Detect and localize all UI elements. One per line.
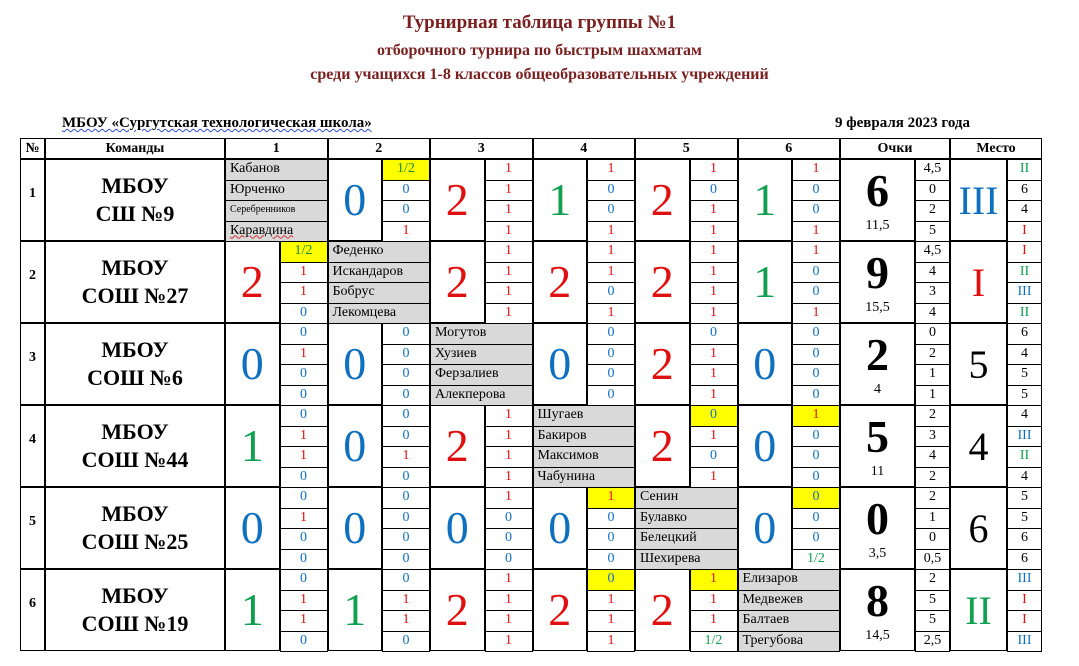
board-result: 1 xyxy=(382,590,430,612)
board-rank: 4 xyxy=(1007,344,1042,366)
board-rank: 5 xyxy=(1007,487,1042,509)
board-rank: I xyxy=(1007,610,1042,632)
school-name: МБОУ «Сургутская технологическая школа» xyxy=(62,115,372,131)
board-result: 0 xyxy=(382,180,430,202)
team-points xyxy=(840,405,915,487)
board-result: 1 xyxy=(690,344,738,366)
board-result: 1 xyxy=(280,610,328,632)
header-2: 1 xyxy=(225,138,328,159)
board-result: 0 xyxy=(792,385,840,407)
board-result: 0 xyxy=(382,467,430,489)
board-result: 1 xyxy=(280,262,328,284)
player-name: Шехирева xyxy=(635,549,738,571)
board-rank: I xyxy=(1007,590,1042,612)
board-result: 0 xyxy=(587,385,635,407)
board-result: 0 xyxy=(792,446,840,468)
board-result: 1 xyxy=(690,590,738,612)
board-rank: 6 xyxy=(1007,180,1042,202)
board-result: 0 xyxy=(280,323,328,345)
player-name: Феденко xyxy=(328,241,431,263)
board-result: 0 xyxy=(382,344,430,366)
player-name: Кабанов xyxy=(225,159,328,181)
board-result: 0 xyxy=(382,508,430,530)
board-points: 2 xyxy=(915,200,950,222)
board-result: 0 xyxy=(280,549,328,571)
board-result: 1 xyxy=(690,610,738,632)
board-result: 0 xyxy=(792,426,840,448)
board-result: 1 xyxy=(382,446,430,468)
match-score: 1 xyxy=(343,584,367,635)
date: 9 февраля 2023 года xyxy=(835,115,970,131)
team-number: 1 xyxy=(20,159,45,241)
board-result: 0 xyxy=(280,364,328,386)
board-result: 1 xyxy=(485,446,533,468)
board-result: 0 xyxy=(792,323,840,345)
team-name xyxy=(45,405,225,487)
board-result: 1 xyxy=(485,241,533,263)
board-result: 0 xyxy=(280,487,328,509)
player-name: Шугаев xyxy=(533,405,636,427)
board-points: 5 xyxy=(915,610,950,632)
board-result: 0 xyxy=(280,631,328,653)
match-score: 0 xyxy=(240,502,264,553)
board-rank: 5 xyxy=(1007,385,1042,407)
board-result: 1 xyxy=(690,467,738,489)
team-name xyxy=(45,241,225,323)
board-result: 1 xyxy=(690,282,738,304)
board-result: 1 xyxy=(690,241,738,263)
team-place: 4 xyxy=(950,405,1007,487)
board-result: 1/2 xyxy=(382,159,430,181)
team-name xyxy=(45,159,225,241)
board-result: 1 xyxy=(587,610,635,632)
match-score: 0 xyxy=(240,338,264,389)
board-result: 1 xyxy=(690,159,738,181)
points-total: 0 xyxy=(866,493,889,544)
player-name: Елизаров xyxy=(738,569,841,591)
team-name-line2: СОШ №6 xyxy=(87,365,183,390)
points-sum: 15,5 xyxy=(865,300,890,315)
board-result: 1 xyxy=(690,200,738,222)
header-9: Место xyxy=(950,138,1042,159)
board-result: 0 xyxy=(587,282,635,304)
board-rank: 6 xyxy=(1007,528,1042,550)
header-7: 6 xyxy=(738,138,841,159)
board-result: 0 xyxy=(382,385,430,407)
board-result: 0 xyxy=(485,528,533,550)
board-result: 1 xyxy=(792,159,840,181)
board-rank: III xyxy=(1007,282,1042,304)
board-points: 3 xyxy=(915,282,950,304)
team-name-line2: СОШ №44 xyxy=(81,447,189,472)
header-6: 5 xyxy=(635,138,738,159)
board-points: 2 xyxy=(915,405,950,427)
player-name: Бакиров xyxy=(533,426,636,448)
player-name: Чабунина xyxy=(533,467,636,489)
board-rank: 4 xyxy=(1007,200,1042,222)
board-rank: II xyxy=(1007,303,1042,325)
match-score: 0 xyxy=(343,502,367,553)
board-result: 1 xyxy=(485,590,533,612)
points-total: 2 xyxy=(866,329,889,380)
board-result: 1 xyxy=(485,282,533,304)
team-points xyxy=(840,241,915,323)
match-score: 2 xyxy=(445,174,469,225)
board-result: 0 xyxy=(792,528,840,550)
board-result: 0 xyxy=(792,200,840,222)
board-result: 1 xyxy=(587,303,635,325)
header-4: 3 xyxy=(430,138,533,159)
board-result: 0 xyxy=(280,467,328,489)
board-result: 1/2 xyxy=(280,241,328,263)
player-name: Юрченко xyxy=(225,180,328,202)
board-points: 1 xyxy=(915,508,950,530)
board-result: 1 xyxy=(587,262,635,284)
board-result: 1 xyxy=(280,426,328,448)
player-name: Бобрус xyxy=(328,282,431,304)
board-points: 2 xyxy=(915,569,950,591)
board-result: 0 xyxy=(587,528,635,550)
board-rank: II xyxy=(1007,262,1042,284)
points-sum: 3,5 xyxy=(868,546,887,561)
board-result: 0 xyxy=(280,385,328,407)
board-result: 0 xyxy=(485,549,533,571)
player-name: Трегубова xyxy=(738,631,841,653)
board-result: 1 xyxy=(280,344,328,366)
team-number: 5 xyxy=(20,487,45,569)
board-result: 1 xyxy=(485,159,533,181)
board-rank: 4 xyxy=(1007,467,1042,489)
board-result: 1 xyxy=(280,282,328,304)
board-points: 1 xyxy=(915,364,950,386)
board-result: 0 xyxy=(587,508,635,530)
board-points: 4,5 xyxy=(915,241,950,263)
board-result: 0 xyxy=(587,569,635,591)
match-score: 1 xyxy=(548,174,572,225)
match-score: 0 xyxy=(445,502,469,553)
team-name-line1: МБОУ xyxy=(101,583,169,608)
board-result: 1 xyxy=(280,446,328,468)
match-score: 0 xyxy=(548,338,572,389)
board-result: 0 xyxy=(792,508,840,530)
match-score: 2 xyxy=(650,420,674,471)
match-score: 2 xyxy=(445,420,469,471)
points-sum: 4 xyxy=(874,382,881,397)
player-name: Каравдина xyxy=(225,221,328,243)
page-title: Турнирная таблица группы №1 xyxy=(402,12,677,33)
board-result: 0 xyxy=(792,180,840,202)
board-result: 1 xyxy=(690,364,738,386)
player-name: Лекомцева xyxy=(328,303,431,325)
points-total: 8 xyxy=(866,575,889,626)
board-rank: 6 xyxy=(1007,549,1042,571)
board-result: 1 xyxy=(485,221,533,243)
board-result: 1 xyxy=(690,303,738,325)
board-result: 1 xyxy=(485,610,533,632)
header-3: 2 xyxy=(328,138,431,159)
board-points: 2 xyxy=(915,344,950,366)
match-score: 1 xyxy=(240,420,264,471)
board-rank: 6 xyxy=(1007,323,1042,345)
board-result: 0 xyxy=(485,508,533,530)
board-points: 4,5 xyxy=(915,159,950,181)
team-number: 4 xyxy=(20,405,45,487)
board-result: 1 xyxy=(485,426,533,448)
team-number: 2 xyxy=(20,241,45,323)
board-result: 0 xyxy=(382,323,430,345)
player-name: Сенин xyxy=(635,487,738,509)
board-result: 1 xyxy=(792,405,840,427)
board-result: 0 xyxy=(792,344,840,366)
board-result: 0 xyxy=(280,405,328,427)
match-score: 0 xyxy=(753,420,777,471)
board-points: 2 xyxy=(915,467,950,489)
header-5: 4 xyxy=(533,138,636,159)
points-total: 9 xyxy=(866,247,889,298)
player-name: Медвежев xyxy=(738,590,841,612)
match-score: 2 xyxy=(548,256,572,307)
board-result: 1 xyxy=(382,610,430,632)
match-score: 1 xyxy=(753,256,777,307)
match-score: 2 xyxy=(650,338,674,389)
team-name-line2: СШ №9 xyxy=(95,201,175,226)
board-result: 0 xyxy=(382,364,430,386)
board-result: 1 xyxy=(587,159,635,181)
board-result: 0 xyxy=(587,180,635,202)
board-result: 1 xyxy=(690,385,738,407)
board-result: 1 xyxy=(485,180,533,202)
board-result: 1 xyxy=(280,590,328,612)
board-rank: III xyxy=(1007,631,1042,653)
team-place: 6 xyxy=(950,487,1007,569)
board-points: 5 xyxy=(915,590,950,612)
board-result: 1 xyxy=(792,221,840,243)
points-total: 5 xyxy=(866,411,889,462)
match-score: 0 xyxy=(753,338,777,389)
board-points: 0 xyxy=(915,323,950,345)
board-result: 0 xyxy=(382,549,430,571)
match-score: 2 xyxy=(650,256,674,307)
board-result: 1 xyxy=(792,303,840,325)
board-points: 4 xyxy=(915,262,950,284)
subtitle-2: среди учащихся 1-8 классов общеобразовательных учреждений xyxy=(310,66,769,83)
board-result: 0 xyxy=(280,569,328,591)
team-name-line2: СОШ №19 xyxy=(81,611,189,636)
board-result: 0 xyxy=(792,487,840,509)
board-result: 0 xyxy=(587,364,635,386)
board-rank: III xyxy=(1007,569,1042,591)
player-name: Балтаев xyxy=(738,610,841,632)
team-name-line1: МБОУ xyxy=(101,173,169,198)
board-result: 0 xyxy=(690,180,738,202)
player-name: Искандаров xyxy=(328,262,431,284)
match-score: 2 xyxy=(650,584,674,635)
player-name: Ферзалиев xyxy=(430,364,533,386)
player-name: Могутов xyxy=(430,323,533,345)
match-score: 0 xyxy=(343,174,367,225)
points-sum: 11,5 xyxy=(865,218,890,233)
board-result: 0 xyxy=(382,200,430,222)
board-result: 1 xyxy=(690,262,738,284)
match-score: 0 xyxy=(548,502,572,553)
points-sum: 11 xyxy=(870,464,885,479)
board-rank: II xyxy=(1007,446,1042,468)
board-result: 1 xyxy=(280,508,328,530)
board-result: 0 xyxy=(280,528,328,550)
match-score: 1 xyxy=(753,174,777,225)
board-rank: 5 xyxy=(1007,508,1042,530)
board-points: 2 xyxy=(915,487,950,509)
board-result: 0 xyxy=(792,262,840,284)
team-place: II xyxy=(950,569,1007,651)
board-result: 1 xyxy=(587,221,635,243)
board-result: 1/2 xyxy=(690,631,738,653)
board-result: 0 xyxy=(382,405,430,427)
board-result: 1 xyxy=(485,467,533,489)
board-result: 1 xyxy=(587,631,635,653)
board-rank: 5 xyxy=(1007,364,1042,386)
board-result: 0 xyxy=(382,631,430,653)
board-rank: III xyxy=(1007,426,1042,448)
board-result: 1/2 xyxy=(792,549,840,571)
match-score: 0 xyxy=(753,502,777,553)
board-result: 1 xyxy=(587,241,635,263)
board-result: 1 xyxy=(485,262,533,284)
header-0: № xyxy=(20,138,45,159)
team-name-line1: МБОУ xyxy=(101,419,169,444)
team-points xyxy=(840,323,915,405)
team-points xyxy=(840,569,915,651)
header-1: Команды xyxy=(45,138,225,159)
team-name-line1: МБОУ xyxy=(101,255,169,280)
points-sum: 14,5 xyxy=(865,628,890,643)
board-points: 4 xyxy=(915,303,950,325)
board-result: 1 xyxy=(587,487,635,509)
board-points: 0 xyxy=(915,180,950,202)
board-result: 0 xyxy=(382,426,430,448)
team-number: 3 xyxy=(20,323,45,405)
board-result: 1 xyxy=(485,200,533,222)
board-result: 0 xyxy=(587,549,635,571)
player-name: Максимов xyxy=(533,446,636,468)
board-result: 0 xyxy=(280,303,328,325)
board-points: 0,5 xyxy=(915,549,950,571)
board-result: 1 xyxy=(382,221,430,243)
board-result: 0 xyxy=(792,282,840,304)
match-score: 0 xyxy=(343,338,367,389)
team-name xyxy=(45,487,225,569)
board-result: 1 xyxy=(690,426,738,448)
board-result: 0 xyxy=(690,405,738,427)
team-points xyxy=(840,487,915,569)
team-points xyxy=(840,159,915,241)
match-score: 2 xyxy=(650,174,674,225)
board-result: 1 xyxy=(485,569,533,591)
team-name-line1: МБОУ xyxy=(101,337,169,362)
match-score: 2 xyxy=(548,584,572,635)
team-name-line2: СОШ №25 xyxy=(81,529,189,554)
match-score: 2 xyxy=(240,256,264,307)
team-place: I xyxy=(950,241,1007,323)
board-result: 1 xyxy=(690,221,738,243)
board-result: 1 xyxy=(485,303,533,325)
team-name-line2: СОШ №27 xyxy=(81,283,189,308)
board-result: 0 xyxy=(792,364,840,386)
board-result: 0 xyxy=(792,467,840,489)
player-name: Белецкий xyxy=(635,528,738,550)
board-result: 1 xyxy=(485,405,533,427)
board-result: 0 xyxy=(587,323,635,345)
board-result: 0 xyxy=(382,528,430,550)
player-name: Алекперова xyxy=(430,385,533,407)
board-points: 3 xyxy=(915,426,950,448)
board-result: 1 xyxy=(485,631,533,653)
team-name-line1: МБОУ xyxy=(101,501,169,526)
board-rank: I xyxy=(1007,221,1042,243)
board-points: 2,5 xyxy=(915,631,950,653)
player-name: Хузиев xyxy=(430,344,533,366)
board-rank: II xyxy=(1007,159,1042,181)
board-points: 4 xyxy=(915,446,950,468)
board-result: 0 xyxy=(690,446,738,468)
board-rank: 4 xyxy=(1007,405,1042,427)
board-result: 0 xyxy=(382,569,430,591)
match-score: 0 xyxy=(343,420,367,471)
board-result: 0 xyxy=(690,323,738,345)
board-result: 1 xyxy=(485,487,533,509)
board-points: 5 xyxy=(915,221,950,243)
player-name: Серебренников xyxy=(225,200,328,222)
board-result: 0 xyxy=(587,200,635,222)
team-name xyxy=(45,569,225,651)
points-total: 6 xyxy=(866,165,889,216)
subtitle-1: отборочного турнира по быстрым шахматам xyxy=(377,42,702,59)
match-score: 1 xyxy=(240,584,264,635)
board-result: 0 xyxy=(382,487,430,509)
board-points: 0 xyxy=(915,528,950,550)
team-number: 6 xyxy=(20,569,45,651)
player-name: Булавко xyxy=(635,508,738,530)
match-score: 2 xyxy=(445,256,469,307)
header-8: Очки xyxy=(840,138,950,159)
board-result: 0 xyxy=(587,344,635,366)
board-result: 1 xyxy=(792,241,840,263)
board-points: 1 xyxy=(915,385,950,407)
team-name xyxy=(45,323,225,405)
match-score: 2 xyxy=(445,584,469,635)
team-place: 5 xyxy=(950,323,1007,405)
board-result: 1 xyxy=(690,569,738,591)
board-result: 1 xyxy=(587,590,635,612)
team-place: III xyxy=(950,159,1007,241)
board-rank: I xyxy=(1007,241,1042,263)
